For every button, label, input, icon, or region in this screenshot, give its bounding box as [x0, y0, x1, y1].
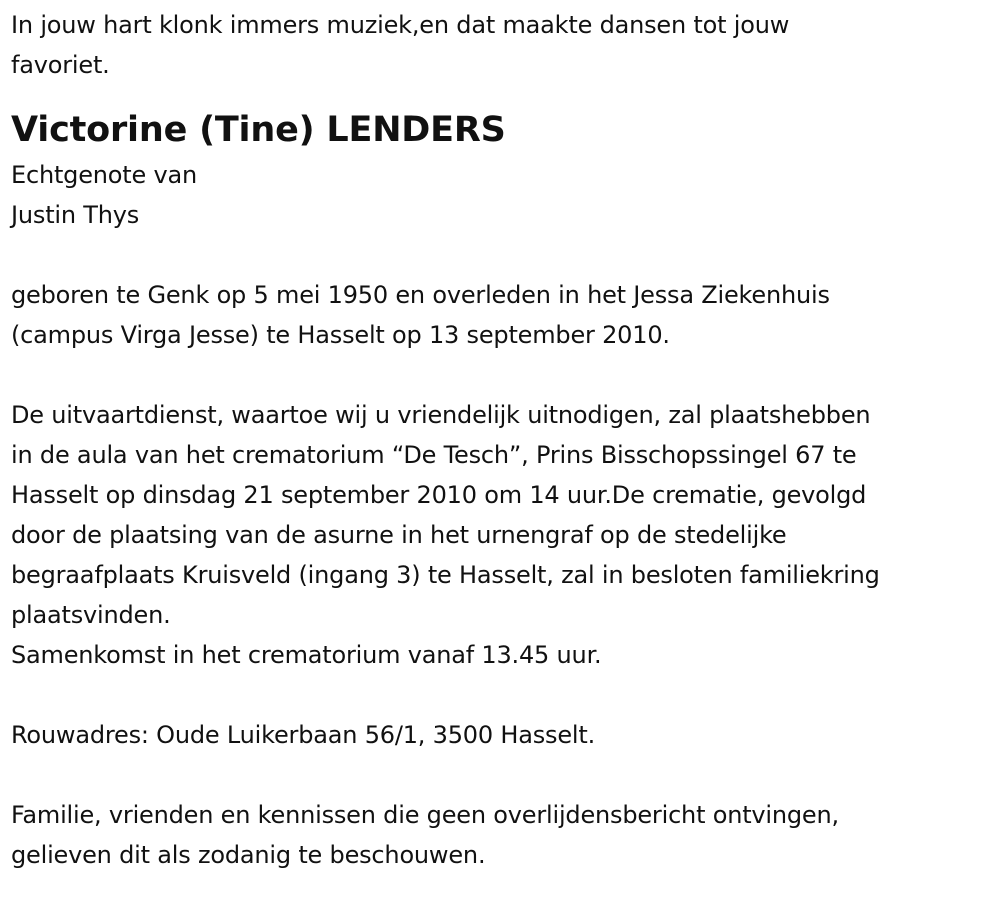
closing-note — [11, 795, 991, 875]
motto — [11, 5, 991, 85]
motto-line: favoriet. — [11, 51, 110, 79]
obituary-notice — [11, 5, 991, 875]
service-line: in de aula van het crematorium “De Tesch”, Prins Bisschopssingel 67 te — [11, 441, 857, 469]
mourning-address: Rouwadres: Oude Luikerbaan 56/1, 3500 Hasselt. — [11, 721, 596, 749]
spacer — [11, 675, 991, 715]
deceased-name: Victorine (Tine) LENDERS — [11, 110, 506, 150]
spouse-name: Justin Thys — [11, 201, 140, 229]
birth-death-line: (campus Virga Jesse) te Hasselt op 13 september 2010. — [11, 321, 670, 349]
motto-line: In jouw hart klonk immers muziek,en dat maakte dansen tot jouw — [11, 11, 790, 39]
gathering-line: Samenkomst in het crematorium vanaf 13.45 uur. — [11, 641, 602, 669]
service-line: Hasselt op dinsdag 21 september 2010 om 14 uur.De crematie, gevolgd — [11, 481, 867, 509]
service-line: door de plaatsing van de asurne in het urnengraf op de stedelijke — [11, 521, 787, 549]
birth-death-info — [11, 275, 991, 355]
service-line: plaatsvinden. — [11, 601, 171, 629]
service-info — [11, 395, 991, 675]
closing-line: Familie, vrienden en kennissen die geen overlijdensbericht ontvingen, — [11, 801, 839, 829]
spouse-line: Echtgenote van — [11, 161, 198, 189]
birth-death-line: geboren te Genk op 5 mei 1950 en overleden in het Jessa Ziekenhuis — [11, 281, 830, 309]
service-line: De uitvaartdienst, waartoe wij u vriendelijk uitnodigen, zal plaatshebben — [11, 401, 871, 429]
spacer — [11, 355, 991, 395]
service-line: begraafplaats Kruisveld (ingang 3) te Hasselt, zal in besloten familiekring — [11, 561, 880, 589]
spacer — [11, 235, 991, 275]
closing-line: gelieven dit als zodanig te beschouwen. — [11, 841, 486, 869]
spacer — [11, 755, 991, 795]
spouse-info — [11, 155, 991, 235]
